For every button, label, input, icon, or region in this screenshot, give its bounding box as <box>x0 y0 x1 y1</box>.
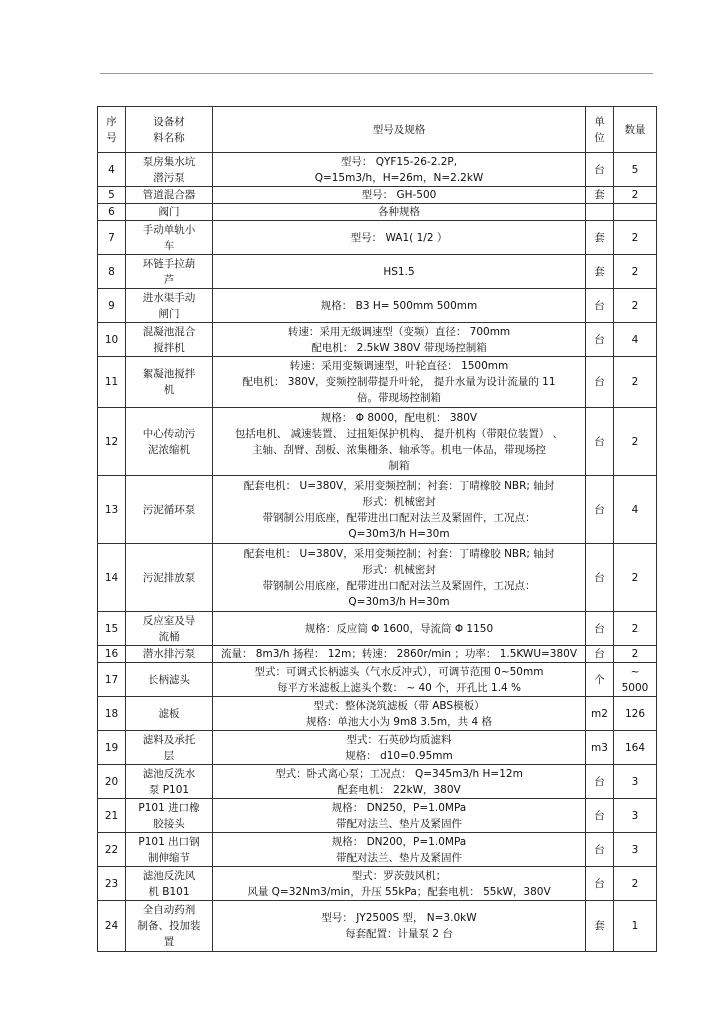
equipment-name-line: 污泥排放泵 <box>142 571 196 584</box>
specification-line: 带钢制公用底座，配带进出口配对法兰及紧固件，工况点： <box>262 511 536 524</box>
equipment-name-cell <box>126 901 213 952</box>
equipment-name-line: 长柄滤头 <box>148 673 190 686</box>
header-unit-line: 位 <box>594 131 605 144</box>
specification-cell <box>213 323 586 357</box>
quantity-cell: 2 <box>614 255 657 289</box>
quantity-cell: 164 <box>614 731 657 765</box>
unit-cell: m3 <box>586 731 614 765</box>
unit-cell: m2 <box>586 697 614 731</box>
specification-line: 型式：整体浇筑滤板（带 ABS模板） <box>313 699 485 712</box>
specification-line: 配套电机： 22kW，380V <box>337 783 461 796</box>
unit-cell: 台 <box>586 833 614 867</box>
equipment-name-line: 机 <box>163 384 175 396</box>
specification-cell <box>213 612 586 646</box>
equipment-name-cell <box>126 221 213 255</box>
table-row <box>98 765 657 799</box>
specification-cell <box>213 289 586 323</box>
equipment-name-line: 手动单轨小 <box>142 223 196 236</box>
equipment-name-cell <box>126 357 213 408</box>
unit-cell: 套 <box>586 221 614 255</box>
equipment-name-line: 全自动药剂 <box>142 904 196 916</box>
unit-cell: 台 <box>586 323 614 357</box>
specification-line: 型号： QYF15-26-2.2P, <box>340 155 458 168</box>
specification-line: 规格：单池大小为 9m8 3.5m，共 4 格 <box>305 715 493 728</box>
equipment-name-line: 混凝池混合 <box>142 325 196 338</box>
specification-cell <box>213 255 586 289</box>
table-row <box>98 544 657 612</box>
specification-line: Q=30m3/h H=30m <box>348 595 450 608</box>
specification-cell <box>213 476 586 544</box>
specification-cell <box>213 357 586 408</box>
table-row <box>98 187 657 204</box>
row-number-cell: 5 <box>98 187 126 204</box>
specification-line: 制箱 <box>388 459 410 472</box>
unit-cell: 套 <box>586 255 614 289</box>
unit-cell: 台 <box>586 476 614 544</box>
specification-line: 规格： d10=0.95mm <box>345 749 453 762</box>
equipment-name-line: 污泥循环泵 <box>142 503 196 516</box>
equipment-table-body <box>98 107 657 952</box>
equipment-name-line: 层 <box>163 749 175 762</box>
specification-cell <box>213 867 586 901</box>
equipment-name-line: 闸门 <box>158 307 180 320</box>
table-row <box>98 663 657 697</box>
row-number-cell: 16 <box>98 646 126 663</box>
specification-cell <box>213 544 586 612</box>
table-row <box>98 221 657 255</box>
specification-cell <box>213 153 586 187</box>
specification-line: 配套电机： U=380V，采用变频控制；衬套：丁晴橡胶 NBR; 轴封 <box>243 479 555 492</box>
specification-line: 规格： B3 H= 500mm 500mm <box>320 299 478 312</box>
equipment-name-cell <box>126 204 213 221</box>
specification-cell <box>213 204 586 221</box>
quantity-cell: 2 <box>614 544 657 612</box>
unit-cell: 台 <box>586 544 614 612</box>
row-number-cell: 23 <box>98 867 126 901</box>
row-number-cell: 18 <box>98 697 126 731</box>
header-spec <box>213 107 586 153</box>
specification-cell <box>213 646 586 663</box>
equipment-name-cell <box>126 867 213 901</box>
specification-line: 型式：卧式离心泵；工况点： Q=345m3/h H=12m <box>275 767 523 780</box>
equipment-name-cell <box>126 663 213 697</box>
equipment-name-cell <box>126 646 213 663</box>
quantity-cell: 126 <box>614 697 657 731</box>
specification-line: 规格： Φ 8000，配电机： 380V <box>320 411 478 424</box>
row-number-cell: 17 <box>98 663 126 697</box>
specification-line: 配电机： 2.5kW 380V 带现场控制箱 <box>311 341 487 354</box>
specification-cell <box>213 799 586 833</box>
unit-cell: 台 <box>586 153 614 187</box>
header-seq <box>98 107 126 153</box>
equipment-name-cell <box>126 731 213 765</box>
table-row <box>98 289 657 323</box>
specification-cell <box>213 663 586 697</box>
specification-line: 型式：可调式长柄滤头（气水反冲式），可调节范围 0~50mm <box>254 665 544 678</box>
row-number-cell: 14 <box>98 544 126 612</box>
specification-line: 型号： JY2500S 型， N=3.0kW <box>321 912 477 924</box>
equipment-name-line: 芦 <box>163 273 175 286</box>
unit-cell: 台 <box>586 646 614 663</box>
equipment-name-line: 置 <box>163 936 175 948</box>
equipment-name-line: 滤池反洗风 <box>142 869 196 882</box>
unit-cell: 个 <box>586 663 614 697</box>
quantity-line: 5000 <box>621 681 649 694</box>
specification-line: 型式：石英砂均质滤料 <box>346 733 452 746</box>
row-number-cell: 10 <box>98 323 126 357</box>
specification-cell <box>213 221 586 255</box>
equipment-name-line: 胶接头 <box>153 817 185 830</box>
table-row <box>98 799 657 833</box>
specification-cell <box>213 765 586 799</box>
unit-cell: 台 <box>586 612 614 646</box>
equipment-name-line: 车 <box>163 239 175 252</box>
equipment-name-cell <box>126 544 213 612</box>
equipment-spec-table <box>97 106 657 952</box>
quantity-cell: 2 <box>614 408 657 476</box>
equipment-name-cell <box>126 833 213 867</box>
table-row <box>98 408 657 476</box>
equipment-name-line: 机 B101 <box>148 885 190 898</box>
specification-line: 主轴、刮臂、刮板、浓集栅条、轴承等。机电一体品，带现场控 <box>252 443 546 456</box>
table-row <box>98 357 657 408</box>
equipment-name-cell <box>126 289 213 323</box>
equipment-name-line: 制备、投加装 <box>137 920 201 932</box>
quantity-cell <box>614 663 657 697</box>
row-number-cell: 21 <box>98 799 126 833</box>
table-row <box>98 153 657 187</box>
unit-cell: 台 <box>586 408 614 476</box>
unit-cell: 台 <box>586 867 614 901</box>
specification-line: 形式：机械密封 <box>362 563 436 576</box>
row-number-cell: 19 <box>98 731 126 765</box>
equipment-name-line: P101 出口钢 <box>138 835 200 848</box>
specification-line: 转速：采用变频调速型，叶轮直径： 1500mm <box>289 360 509 372</box>
unit-cell: 套 <box>586 901 614 952</box>
quantity-cell: 2 <box>614 612 657 646</box>
specification-line: HS1.5 <box>383 265 415 278</box>
specification-line: 规格：反应筒 Φ 1600，导流筒 Φ 1150 <box>304 622 494 635</box>
equipment-name-line: 流桶 <box>158 630 180 643</box>
page-top-rule <box>100 73 653 74</box>
quantity-line: ~ <box>630 665 640 678</box>
specification-line: Q=30m3/h H=30m <box>348 527 450 540</box>
table-row <box>98 255 657 289</box>
row-number-cell: 6 <box>98 204 126 221</box>
header-qty-line: 数量 <box>624 123 646 136</box>
header-qty <box>614 107 657 153</box>
table-row <box>98 731 657 765</box>
equipment-name-cell <box>126 323 213 357</box>
equipment-name-cell <box>126 476 213 544</box>
header-unit-line: 单 <box>594 115 605 128</box>
specification-line: 倍。带现场控制箱 <box>357 392 441 404</box>
equipment-name-cell <box>126 765 213 799</box>
quantity-cell: 2 <box>614 357 657 408</box>
equipment-name-line: 潜污泵 <box>153 171 185 184</box>
quantity-cell: 3 <box>614 799 657 833</box>
equipment-name-cell <box>126 153 213 187</box>
equipment-name-line: 滤料及承托 <box>142 733 196 746</box>
quantity-cell: 1 <box>614 901 657 952</box>
table-row <box>98 612 657 646</box>
specification-line: Q=15m3/h，H=26m，N=2.2kW <box>314 171 484 184</box>
row-number-cell: 7 <box>98 221 126 255</box>
specification-cell <box>213 901 586 952</box>
specification-line: 带钢制公用底座，配带进出口配对法兰及紧固件，工况点： <box>262 579 536 592</box>
table-header-row <box>98 107 657 153</box>
table-row <box>98 833 657 867</box>
table-row <box>98 204 657 221</box>
unit-cell: 台 <box>586 357 614 408</box>
unit-cell: 台 <box>586 765 614 799</box>
specification-line: 型号： GH-500 <box>361 189 437 201</box>
specification-cell <box>213 697 586 731</box>
equipment-name-line: 中心传动污 <box>142 427 196 440</box>
equipment-name-line: 进水渠手动 <box>142 291 196 304</box>
equipment-name-line: 泥浓缩机 <box>148 443 190 456</box>
quantity-cell: 2 <box>614 867 657 901</box>
specification-line: 规格： DN250，P=1.0MPa <box>331 801 467 814</box>
equipment-name-line: 管道混合器 <box>142 189 196 201</box>
specification-line: 型式：罗茨鼓风机； <box>351 869 447 882</box>
equipment-name-cell <box>126 799 213 833</box>
specification-cell <box>213 731 586 765</box>
header-name <box>126 107 213 153</box>
quantity-cell: 3 <box>614 833 657 867</box>
specification-line: 配套电机： U=380V，采用变频控制；衬套：丁晴橡胶 NBR; 轴封 <box>243 547 555 560</box>
specification-line: 配电机： 380V，变频控制带提升叶轮， 提升水量为设计流量的 11 <box>242 376 556 388</box>
quantity-cell: 2 <box>614 289 657 323</box>
specification-line: 带配对法兰、垫片及紧固件 <box>336 817 462 830</box>
equipment-name-line: 滤板 <box>158 707 180 720</box>
unit-cell: 台 <box>586 289 614 323</box>
specification-cell <box>213 833 586 867</box>
row-number-cell: 20 <box>98 765 126 799</box>
equipment-name-line: 泵 P101 <box>148 783 190 796</box>
quantity-cell: 4 <box>614 476 657 544</box>
specification-line: 每套配置：计量泵 2 台 <box>345 928 453 940</box>
specification-line: 带配对法兰、垫片及紧固件 <box>336 851 462 864</box>
header-unit <box>586 107 614 153</box>
table-row <box>98 646 657 663</box>
equipment-name-cell <box>126 408 213 476</box>
quantity-cell: 2 <box>614 187 657 204</box>
specification-cell <box>213 408 586 476</box>
equipment-name-line: 泵房集水坑 <box>142 155 196 168</box>
specification-line: 风量 Q=32Nm3/min，升压 55kPa；配套电机： 55kW，380V <box>247 885 551 898</box>
row-number-cell: 24 <box>98 901 126 952</box>
quantity-cell: 4 <box>614 323 657 357</box>
unit-cell <box>586 204 614 221</box>
specification-line: 每平方米滤板上滤头个数： ~ 40 个，开孔比 1.4 % <box>276 681 522 694</box>
quantity-cell: 2 <box>614 221 657 255</box>
header-seq-line: 号 <box>106 131 117 144</box>
header-name-line: 料名称 <box>153 131 185 144</box>
table-row <box>98 901 657 952</box>
row-number-cell: 4 <box>98 153 126 187</box>
equipment-name-line: 搅拌机 <box>153 341 185 354</box>
table-row <box>98 867 657 901</box>
header-name-line: 设备材 <box>153 115 185 128</box>
specification-line: 规格： DN200，P=1.0MPa <box>331 835 467 848</box>
header-spec-line: 型号及规格 <box>372 123 426 136</box>
table-row <box>98 476 657 544</box>
row-number-cell: 11 <box>98 357 126 408</box>
equipment-name-line: 潜水排污泵 <box>142 648 196 660</box>
quantity-cell: 3 <box>614 765 657 799</box>
quantity-cell: 2 <box>614 646 657 663</box>
equipment-name-cell <box>126 612 213 646</box>
equipment-name-line: 制伸缩节 <box>148 851 190 864</box>
quantity-cell <box>614 204 657 221</box>
header-seq-line: 序 <box>106 115 117 128</box>
row-number-cell: 22 <box>98 833 126 867</box>
equipment-name-cell <box>126 187 213 204</box>
specification-cell <box>213 187 586 204</box>
quantity-cell: 5 <box>614 153 657 187</box>
specification-line: 转速：采用无级调速型（变频）直径： 700mm <box>287 325 511 338</box>
table-row <box>98 323 657 357</box>
specification-line: 型号： WA1( 1/2 ） <box>350 231 448 244</box>
equipment-name-cell <box>126 697 213 731</box>
row-number-cell: 9 <box>98 289 126 323</box>
equipment-name-line: 阀门 <box>158 206 180 218</box>
row-number-cell: 8 <box>98 255 126 289</box>
unit-cell: 套 <box>586 187 614 204</box>
row-number-cell: 12 <box>98 408 126 476</box>
row-number-cell: 15 <box>98 612 126 646</box>
specification-line: 形式：机械密封 <box>362 495 436 508</box>
equipment-name-line: 滤池反洗水 <box>142 767 196 780</box>
equipment-name-line: 絮凝池搅拌 <box>142 368 196 380</box>
equipment-name-line: P101 进口橡 <box>138 801 200 814</box>
specification-line: 流量： 8m3/h 扬程： 12m；转速： 2860r/min ；功率： 1.5KWU=380V <box>220 648 578 660</box>
specification-line: 各种规格 <box>378 206 420 218</box>
row-number-cell: 13 <box>98 476 126 544</box>
equipment-name-cell <box>126 255 213 289</box>
equipment-name-line: 反应室及导 <box>142 614 196 627</box>
table-row <box>98 697 657 731</box>
specification-line: 包括电机、 减速装置、 过扭矩保护机构、 提升机构（带限位装置） 、 <box>234 427 564 440</box>
unit-cell: 台 <box>586 799 614 833</box>
equipment-name-line: 环链手拉葫 <box>142 257 196 270</box>
